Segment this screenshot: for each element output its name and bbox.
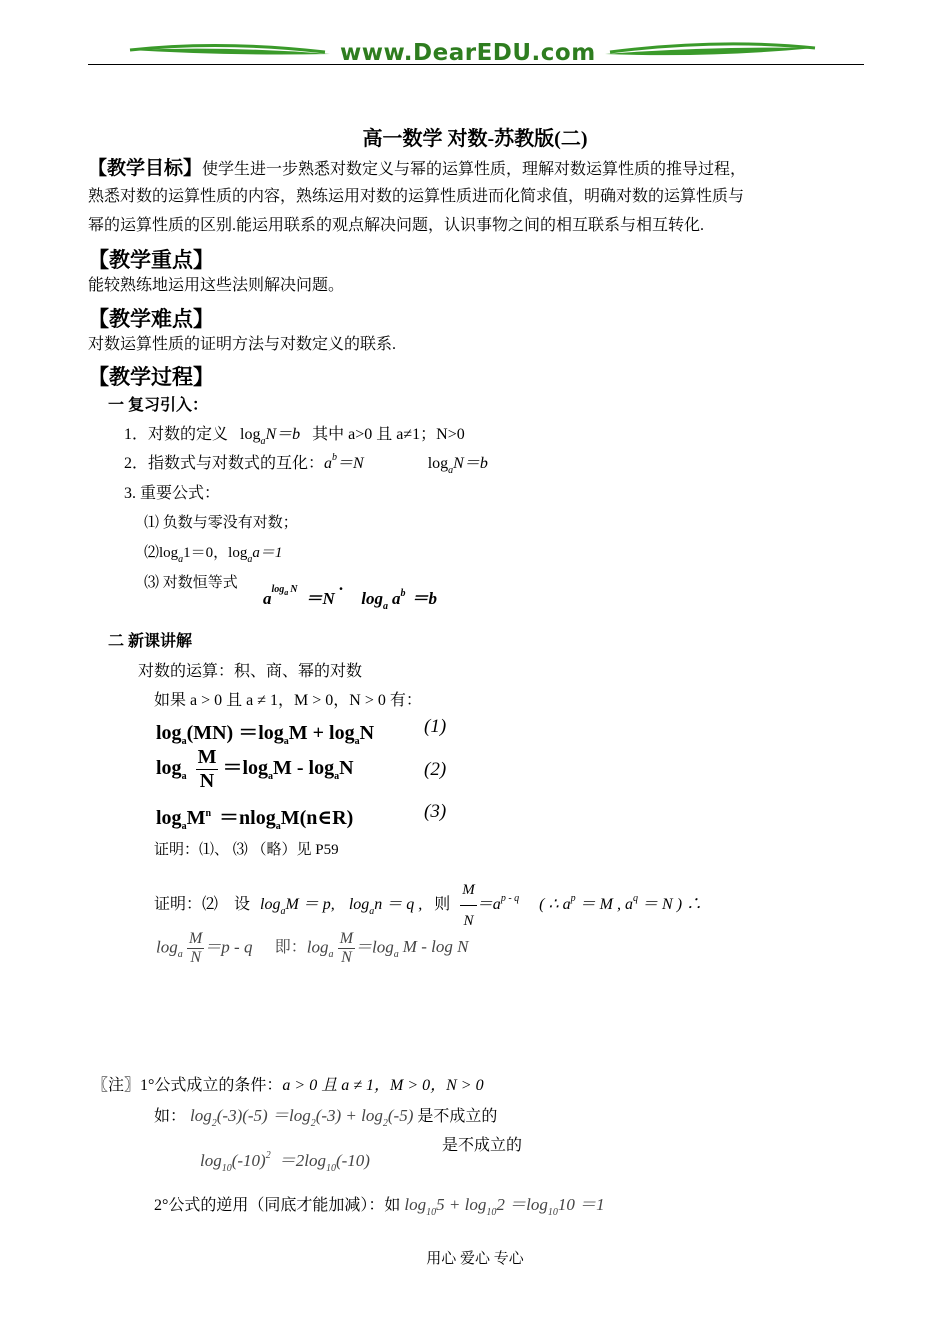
- proof2-l2-ie: 即：: [274, 939, 307, 957]
- f3-eq: ＝N: [305, 589, 335, 608]
- note-1-example-2-tail: 是不成立的: [442, 1137, 523, 1154]
- note2-d: 10 ＝1: [557, 1195, 605, 1214]
- proof2-l2-fraction: [187, 930, 204, 967]
- note-2: [154, 1190, 605, 1223]
- f3-b: b: [400, 588, 406, 599]
- objective-line-2: 熟悉对数的运算性质的内容，熟练运用对数的运算性质进而化简求值，明确对数的运算性质与: [88, 188, 745, 205]
- note1-ex1-sub3: 2: [382, 1118, 388, 1129]
- note2-b: 5 + log: [436, 1195, 487, 1214]
- note-1-example-2: [200, 1146, 370, 1174]
- note1-ex1-a: log: [190, 1106, 212, 1125]
- rule2-r-sub2: a: [334, 771, 340, 783]
- proof-2-line-2: [156, 930, 468, 967]
- proof2-ap: p: [570, 893, 576, 905]
- rule3-m-sup: n: [205, 808, 212, 819]
- proof2-log1: log: [260, 896, 281, 914]
- f3-dot: ·: [338, 579, 344, 598]
- page-footer: 用心 爱心 专心: [426, 1251, 524, 1267]
- note1-ex2-a: log: [200, 1151, 222, 1170]
- rule1-arg: (MN) ＝log: [186, 722, 284, 744]
- objective-line-3: 幂的运算性质的区别.能运用联系的观点解决问题，认识事物之间的相互联系与相互转化.: [88, 217, 705, 234]
- f3-exp-sub: a: [284, 588, 289, 597]
- rule1-n: N: [359, 722, 375, 744]
- f3-sub: a: [383, 601, 389, 612]
- rule2-r-sub: a: [268, 771, 274, 783]
- rule3-rest: M(n∈R): [280, 807, 354, 829]
- note2-prefix: 2°公式的逆用（同底才能加减）：如: [154, 1197, 401, 1214]
- note2-sub3: 10: [547, 1207, 558, 1218]
- f3-a: a: [392, 589, 401, 608]
- proof2-l2-log: log: [156, 937, 178, 957]
- rule2-r-n: N: [339, 757, 354, 780]
- rule1-m-sub: a: [283, 736, 289, 747]
- item2-exp: b: [332, 452, 338, 463]
- f3-eqb: ＝b: [411, 589, 438, 608]
- proof2-l2-fraction-2: [338, 930, 355, 967]
- f3-base: a: [263, 589, 272, 608]
- note2-sub: 10: [426, 1207, 437, 1218]
- new-lesson-intro: 对数的运算：积、商、幂的对数: [138, 663, 363, 680]
- rule2-lhs: log: [156, 757, 182, 780]
- rule-2: [156, 746, 354, 793]
- rule2-num: M: [197, 746, 217, 768]
- rule3-lhs: log: [156, 807, 182, 829]
- proof2-n: ＝ N ) ∴: [642, 896, 703, 914]
- difficulty-heading: 【教学难点】: [88, 307, 214, 331]
- rule-1-tag: (1): [424, 716, 447, 737]
- proof2-aq: q: [633, 893, 639, 905]
- note-1: [92, 1071, 484, 1101]
- proof2-since: ( ∴ a: [539, 896, 571, 914]
- new-lesson-condition: 如果 a > 0 且 a ≠ 1，M > 0，N > 0 有：: [154, 692, 422, 709]
- item1-cond: 其中 a>0 且 a≠1；N>0: [312, 426, 465, 443]
- f2-sub2: a: [247, 554, 253, 565]
- proof2-then: 则: [434, 896, 451, 914]
- proof2-l2-num2: M: [339, 930, 354, 947]
- process-heading: 【教学过程】: [88, 365, 214, 389]
- page-title: 高一数学 对数-苏教版(二): [362, 128, 588, 150]
- note1-ex2-b: (-10): [231, 1151, 266, 1170]
- item1-sub: a: [260, 436, 266, 447]
- rule2-r-m: M - log: [273, 757, 335, 780]
- logo-text: www.DearEDU.com: [340, 40, 596, 66]
- note1-ex2-d: (-10): [335, 1151, 370, 1170]
- review-item-2: [124, 449, 488, 481]
- item1-rest: N＝b: [265, 426, 301, 443]
- rule1-lhs-sub: a: [181, 736, 187, 747]
- proof2-l2-eq: ＝p - q: [204, 937, 253, 957]
- f2-a: ⑵log: [144, 545, 179, 561]
- f3-exp-n: N: [290, 584, 298, 595]
- proof-reference: 证明：⑴、 ⑶ （略）见 P59: [154, 842, 339, 858]
- item2-sub: a: [448, 465, 454, 476]
- item2-base: a: [324, 455, 333, 472]
- note1-ex2-sup: 2: [265, 1150, 271, 1161]
- proof2-log2: log: [348, 896, 370, 914]
- note1-ex-label: 如：: [154, 1108, 187, 1125]
- rule-1: [156, 716, 374, 745]
- proof2-l2-num: M: [188, 930, 203, 947]
- review-item-1: [124, 420, 465, 452]
- note1-cond: a > 0 且 a ≠ 1，M > 0，N > 0: [282, 1077, 484, 1094]
- item2-rest: N＝b: [453, 455, 488, 472]
- proof2-a: 证明：⑵ 设: [154, 896, 251, 914]
- note1-ex1-d: (-5): [387, 1106, 414, 1125]
- rule3-lhs-sub: a: [181, 821, 187, 832]
- note1-ex2-sub: 10: [221, 1163, 232, 1174]
- rule1-lhs: log: [156, 722, 182, 744]
- proof2-l2-rhs: ＝log: [355, 937, 394, 957]
- item2-prefix: 2．指数式与对数式的互化：: [124, 455, 325, 472]
- rule3-m: M: [186, 807, 206, 829]
- review-heading: 一 复习引入：: [108, 397, 209, 414]
- note1-ex1-expr: [190, 1106, 414, 1129]
- proof2-l2-sub3: a: [393, 949, 399, 961]
- header-rule: [88, 64, 864, 65]
- item1-prefix: 1．对数的定义: [124, 426, 229, 443]
- proof2-l2-sub2: a: [328, 949, 334, 961]
- formula-1: ⑴ 负数与零没有对数；: [144, 515, 298, 531]
- rule-3-tag: (3): [424, 801, 447, 822]
- note1-ex1-tail: 是不成立的: [417, 1108, 498, 1125]
- note1-ex1-c: (-3) + log: [315, 1106, 383, 1125]
- proof2-exp: p - q: [500, 893, 520, 905]
- proof2-l2-den: N: [190, 949, 201, 966]
- proof2-sub2: a: [369, 906, 375, 918]
- note2-expr: [404, 1195, 605, 1218]
- proof2-fraction: [460, 875, 477, 936]
- proof2-g: n ＝ q ,: [374, 896, 423, 914]
- rule1-n-sub: a: [354, 736, 360, 747]
- proof2-l2-den2: N: [341, 949, 352, 966]
- new-lesson-heading: 二 新课讲解: [108, 633, 193, 650]
- formula-3-label: ⑶ 对数恒等式: [144, 575, 238, 591]
- proof2-l2-log2: log: [306, 937, 329, 957]
- item2-rhs: ＝N: [337, 455, 364, 472]
- proof2-eq: ＝a: [476, 896, 501, 914]
- f2-c: a＝1: [252, 545, 283, 561]
- objective-text-1: 使学生进一步熟悉对数定义与幂的运算性质，理解对数运算性质的推导过程，: [202, 161, 747, 178]
- formula-3-identity: [263, 579, 438, 612]
- proof2-d: M ＝ p,: [285, 896, 335, 914]
- difficulty-text: 对数运算性质的证明方法与对数定义的联系.: [88, 336, 397, 353]
- review-item-3: 3. 重要公式：: [124, 485, 221, 502]
- rule2-lhs-sub: a: [181, 771, 187, 783]
- proof2-frac-den: N: [463, 913, 474, 929]
- item1-log: log: [240, 426, 261, 443]
- f2-sub1: a: [178, 554, 184, 565]
- note1-ex1-sub: 2: [211, 1118, 217, 1129]
- rule2-den: N: [199, 770, 215, 792]
- note2-c: 2 ＝log: [496, 1195, 548, 1214]
- note1-ex1-b: (-3)(-5) ＝log: [216, 1106, 311, 1125]
- f3-log: log: [361, 589, 384, 608]
- rule-2-tag: (2): [424, 759, 447, 780]
- note-1-example-1: [154, 1101, 497, 1134]
- note1-prefix: 〖注〗1°公式成立的条件：: [92, 1077, 283, 1094]
- f3-exp: log: [271, 584, 285, 595]
- rule3-rhs: ＝nlog: [219, 807, 276, 829]
- proof2-sub1: a: [280, 906, 286, 918]
- objective-line-1: [88, 153, 746, 185]
- proof-2-line-1: [154, 875, 702, 936]
- proof2-l2-rest: M - log N: [402, 937, 469, 957]
- note2-a: log: [404, 1195, 427, 1214]
- item2-log: log: [427, 455, 449, 472]
- key-point-heading: 【教学重点】: [88, 248, 214, 272]
- proof2-frac-num: M: [460, 875, 477, 906]
- note1-ex2-c: ＝2log: [278, 1151, 326, 1170]
- header-logo: [120, 36, 820, 72]
- rule1-m: M + log: [288, 722, 355, 744]
- rule2-fraction: [196, 746, 219, 793]
- note1-ex2-sub2: 10: [325, 1163, 336, 1174]
- rule-3: [156, 801, 353, 830]
- proof2-m: ＝ M , a: [579, 896, 634, 914]
- rule3-r-sub: a: [275, 821, 281, 832]
- objective-label: 【教学目标】: [88, 157, 203, 179]
- note1-ex1-sub2: 2: [310, 1118, 316, 1129]
- f2-b: 1＝0，log: [183, 545, 248, 561]
- formula-2: [144, 538, 282, 570]
- rule2-rhs: ＝log: [222, 757, 269, 780]
- proof2-l2-sub: a: [177, 949, 183, 961]
- key-point-text: 能较熟练地运用这些法则解决问题。: [88, 277, 345, 294]
- note2-sub2: 10: [486, 1207, 497, 1218]
